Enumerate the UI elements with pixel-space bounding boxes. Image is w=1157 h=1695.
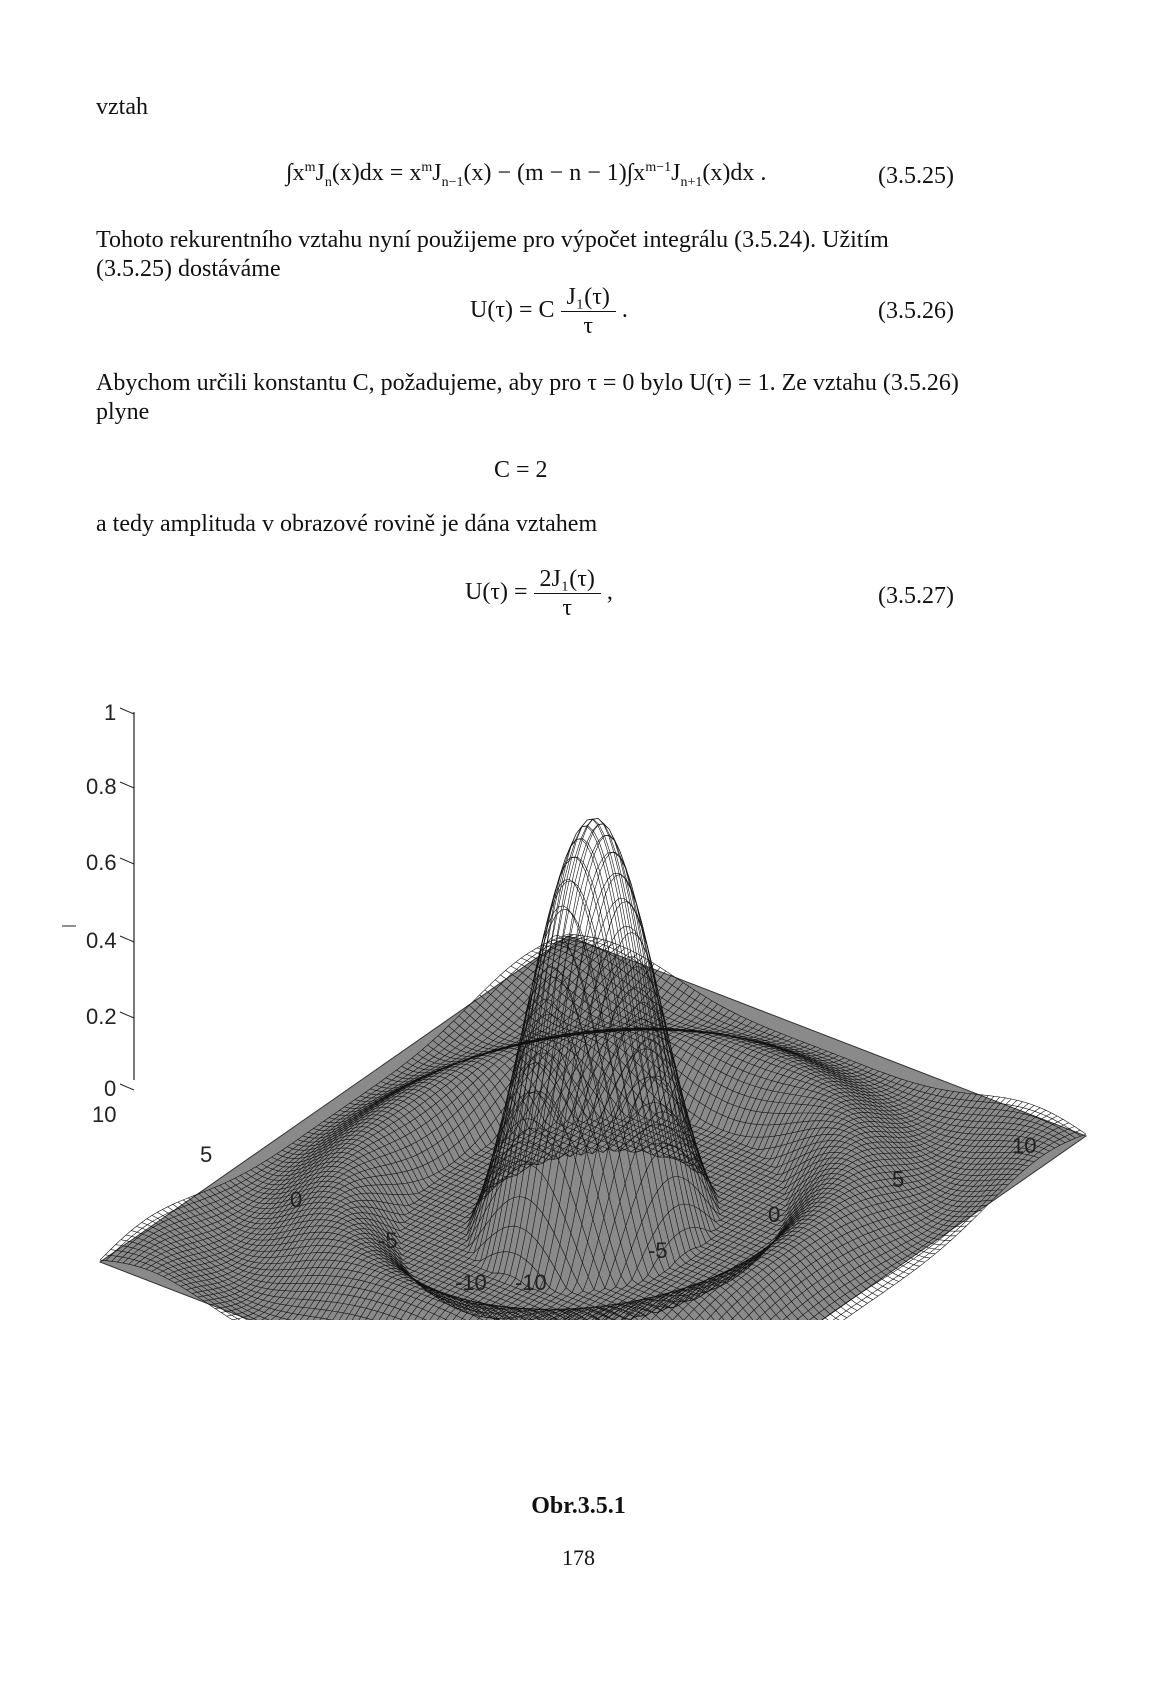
eq25-part: J [432, 160, 442, 186]
eq25-part: (x)dx = x [331, 160, 422, 186]
equation-number-3-5-26: (3.5.26) [878, 298, 954, 324]
z-tick-label: 0.8 [86, 774, 117, 799]
equation-number-3-5-27: (3.5.27) [878, 583, 954, 609]
eq25-part: (x) − (m − n − 1)∫x [463, 160, 646, 186]
z-tick-label: 0 [104, 1076, 117, 1101]
equation-c: C = 2 [494, 457, 548, 483]
eq25-part: J [671, 160, 681, 186]
eq25-sub-np1: n+1 [680, 174, 703, 190]
eq25-sub-n: n [324, 174, 332, 190]
equation-3-5-27 [465, 565, 613, 622]
bessel-surface-plot [0, 680, 1157, 1320]
eq25-part: J [315, 160, 325, 186]
z-tick-mark [120, 858, 134, 864]
x-tick-label: 10 [92, 1102, 117, 1127]
z-tick-mark [120, 936, 134, 942]
y-tick-label: 10 [1012, 1133, 1037, 1158]
eq27-lhs: U(τ) = [465, 579, 528, 606]
x-tick-label: -10 [455, 1270, 487, 1295]
eq25-sub-nm1: n−1 [441, 174, 464, 190]
eq27-numerator: 2J₁(τ) [534, 565, 601, 594]
equation-number-3-5-25: (3.5.25) [878, 163, 954, 189]
z-tick-mark [120, 782, 134, 788]
eq26-denominator: τ [583, 313, 594, 339]
eq26-end: . [621, 297, 628, 324]
y-tick-label: -5 [648, 1238, 668, 1263]
paragraph-3: a tedy amplituda v obrazové rovině je dána vztahem [96, 511, 598, 537]
intro-word: vztah [96, 94, 148, 120]
eq25-part: (x)dx . [702, 160, 767, 186]
equation-3-5-26 [470, 283, 628, 340]
eq26-lhs: U(τ) = C [470, 297, 555, 324]
z-tick-label: 0.6 [86, 850, 117, 875]
page-number: 178 [562, 1545, 595, 1570]
z-tick-mark [120, 1084, 134, 1090]
eq27-end: , [606, 579, 613, 606]
y-tick-label: -10 [515, 1270, 547, 1295]
y-tick-label: 5 [892, 1167, 905, 1192]
z-tick-mark [120, 1012, 134, 1018]
equation-3-5-25 [286, 160, 766, 191]
eq25-sup-mm1: m−1 [645, 160, 672, 175]
eq25-part: ∫x [286, 160, 305, 186]
figure-caption: Obr.3.5.1 [531, 1493, 626, 1519]
x-tick-label: 0 [290, 1187, 303, 1212]
eq25-sup-m2: m [421, 160, 433, 175]
x-tick-label: -5 [378, 1228, 398, 1253]
eq26-numerator: J₁(τ) [561, 283, 616, 312]
z-tick-label: 1 [104, 700, 117, 725]
eq27-fraction [534, 565, 601, 622]
paragraph-2: Abychom určili konstantu C, požadujeme, aby pro τ = 0 bylo U(τ) = 1. Ze vztahu (3.5.26) plyne [96, 370, 959, 425]
z-tick-mark [120, 708, 134, 714]
z-tick-label: 0.4 [86, 928, 117, 953]
paragraph-1: Tohoto rekurentního vztahu nyní použijeme pro výpočet integrálu (3.5.24). Užitím (3.5.25) dostáváme [96, 227, 889, 282]
eq26-fraction [561, 283, 616, 340]
z-tick-label: 0.2 [86, 1004, 117, 1029]
eq25-sup-m: m [304, 160, 316, 175]
x-tick-label: 5 [200, 1142, 213, 1167]
y-tick-label: 0 [768, 1202, 781, 1227]
surface-axes [62, 708, 134, 1090]
eq27-denominator: τ [562, 595, 572, 621]
